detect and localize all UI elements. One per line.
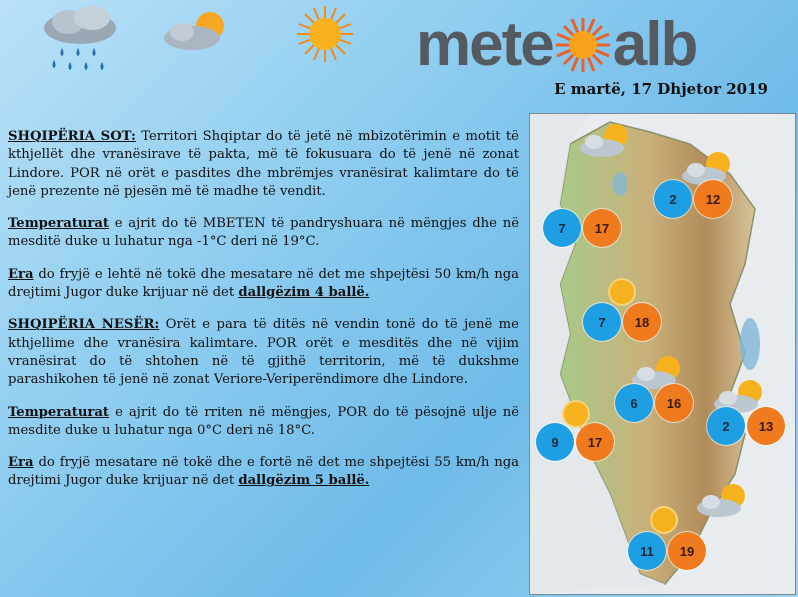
albania-weather-map [529,113,796,595]
forecast-date: E martë, 17 Dhjetor 2019 [554,80,768,98]
section-body: Orët e para të ditës në vendin tonë do të jenë me kthjellime dhe vranësira kalimtare. POR orët e mesditës dhe në vijim vranësirat do të shtohen në të gjithë territorin, më të dukshme parashikohen të jenë në zonat Veriore-Veriperëndimore dhe Lindore. [8,317,519,388]
logo-left-text: mete [416,10,553,79]
section-body: do fryjë mesatare në tokë dhe e fortë në det me shpejtësi 55 km/h nga drejtimi Jugor duke krijuar në det [8,455,519,489]
sun-cloud-icon [695,480,755,520]
min-temp-badge: 2 [707,407,745,445]
paragraph-temperatures-tomorrow [8,404,519,441]
forecast-text [8,128,519,505]
max-temp-badge: 17 [576,423,614,461]
max-temp-badge: 16 [655,384,693,422]
max-temp-badge: 17 [583,209,621,247]
section-title: SHQIPËRIA NESËR: [8,317,160,333]
max-temp-badge: 13 [747,407,785,445]
min-temp-badge: 7 [543,209,581,247]
paragraph-tomorrow [8,316,519,389]
paragraph-today [8,128,519,201]
logo-right-text: alb [612,10,697,79]
section-body: Territori Shqiptar do të jetë në mbizotërimin e motit të kthjellët dhe vranësirave të pakta, më të fokusuara do të jenë në zonat Lindore. POR në orët e pasdites dhe mbrëmjes vranësirat kalimtare do të jenë prezente në pjesën më të madhe të vendit. [8,129,519,199]
section-title: SHQIPËRIA SOT: [8,129,136,144]
section-title: Era [8,266,34,282]
paragraph-wind-today [8,266,519,303]
section-title: Era [8,455,34,471]
sun-cloud-icon [160,6,240,56]
min-temp-badge: 6 [615,384,653,422]
sun-icon [606,276,638,308]
section-body: e ajrit do të MBETEN të pandryshuara në mëngjes dhe në mesditë duke u luhatur nga -1°C deri në 19°C. [8,216,519,250]
min-temp-badge: 7 [583,303,621,341]
sun-cloud-icon [578,120,638,160]
sun-icon [290,4,360,64]
max-temp-badge: 18 [623,303,661,341]
rain-cloud-icon [40,4,125,82]
section-body: e ajrit do të rriten në mëngjes, POR do të pësojnë ulje në mesdite duke u luhatur nga 0°C deri në 18°C. [8,404,519,438]
min-temp-badge: 2 [654,180,692,218]
wave-highlight: dallgëzim 5 ballë. [238,473,370,489]
paragraph-wind-tomorrow [8,454,519,491]
section-body: do fryjë e lehtë në tokë dhe mesatare në det me shpejtësi 50 km/h nga drejtimi Jugor duke krijuar në det [8,266,519,301]
max-temp-badge: 19 [668,532,706,570]
min-temp-badge: 9 [536,423,574,461]
sun-icon [555,17,611,73]
meteoalb-logo [416,10,696,80]
section-title: Temperaturat [8,404,110,420]
section-title: Temperaturat [8,216,110,232]
wave-highlight: dallgëzim 4 ballë. [238,285,370,301]
sun-icon [648,504,680,536]
paragraph-temperatures-today [8,215,519,252]
max-temp-badge: 12 [694,180,732,218]
min-temp-badge: 11 [628,532,666,570]
